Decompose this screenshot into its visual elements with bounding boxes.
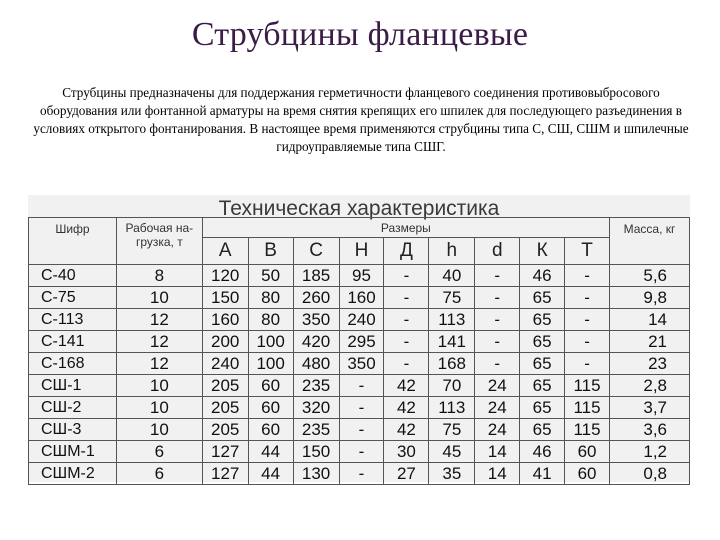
table-cell: 2,8 <box>609 375 689 397</box>
table-cell: 95 <box>339 265 384 287</box>
header-dim-2: С <box>293 238 339 265</box>
table-cell: - <box>565 353 610 375</box>
table-row <box>29 441 690 463</box>
table-cell: 42 <box>384 375 429 397</box>
table-cell: 115 <box>565 419 610 441</box>
table-cell: 235 <box>293 419 339 441</box>
table-cell: 50 <box>248 265 293 287</box>
table-cell: 27 <box>384 463 429 485</box>
table-cell: С-40 <box>29 265 117 287</box>
spec-table-body <box>29 265 690 485</box>
table-cell: 35 <box>429 463 475 485</box>
table-cell: - <box>339 375 384 397</box>
table-cell: - <box>384 287 429 309</box>
header-dim-1: В <box>248 238 293 265</box>
table-cell: 10 <box>116 375 202 397</box>
table-cell: - <box>384 265 429 287</box>
table-cell: 40 <box>429 265 475 287</box>
table-cell: 44 <box>248 441 293 463</box>
table-cell: 60 <box>248 375 293 397</box>
table-cell: 480 <box>293 353 339 375</box>
header-sizes: Размеры <box>202 218 609 238</box>
table-cell: 42 <box>384 397 429 419</box>
spec-table-panel <box>28 195 690 482</box>
table-row <box>29 309 690 331</box>
table-cell: 185 <box>293 265 339 287</box>
table-cell: 240 <box>202 353 248 375</box>
table-cell: 65 <box>520 287 565 309</box>
table-cell: 24 <box>475 397 520 419</box>
table-cell: 295 <box>339 331 384 353</box>
table-cell: 65 <box>520 397 565 419</box>
table-cell: 10 <box>116 419 202 441</box>
table-cell: 320 <box>293 397 339 419</box>
table-cell: 235 <box>293 375 339 397</box>
table-cell: 60 <box>565 441 610 463</box>
spec-table <box>28 217 690 485</box>
header-code: Шифр <box>29 218 117 265</box>
table-cell: 65 <box>520 353 565 375</box>
table-cell: 75 <box>429 419 475 441</box>
table-cell: 205 <box>202 397 248 419</box>
table-title: Техническая характеристика <box>218 197 500 220</box>
table-cell: 60 <box>248 419 293 441</box>
table-cell: СШМ-2 <box>29 463 117 485</box>
table-cell: СШ-1 <box>29 375 117 397</box>
table-cell: 5,6 <box>609 265 689 287</box>
table-row <box>29 375 690 397</box>
table-cell: 200 <box>202 331 248 353</box>
table-row <box>29 287 690 309</box>
header-mass: Масса, кг <box>609 218 689 265</box>
table-cell: 70 <box>429 375 475 397</box>
table-cell: С-141 <box>29 331 117 353</box>
header-dim-7: К <box>520 238 565 265</box>
table-cell: - <box>565 265 610 287</box>
table-cell: - <box>339 419 384 441</box>
table-cell: 160 <box>202 309 248 331</box>
table-cell: 12 <box>116 309 202 331</box>
table-cell: 100 <box>248 331 293 353</box>
table-cell: - <box>475 287 520 309</box>
table-cell: - <box>565 309 610 331</box>
table-cell: - <box>384 353 429 375</box>
table-cell: 100 <box>248 353 293 375</box>
table-cell: 6 <box>116 463 202 485</box>
table-cell: 3,7 <box>609 397 689 419</box>
table-cell: 115 <box>565 375 610 397</box>
table-cell: 113 <box>429 309 475 331</box>
table-cell: 127 <box>202 463 248 485</box>
table-cell: 350 <box>293 309 339 331</box>
table-cell: 115 <box>565 397 610 419</box>
table-cell: 160 <box>339 287 384 309</box>
table-cell: 141 <box>429 331 475 353</box>
table-cell: 150 <box>293 441 339 463</box>
table-cell: 10 <box>116 287 202 309</box>
table-cell: - <box>475 331 520 353</box>
table-cell: 0,8 <box>609 463 689 485</box>
table-cell: 130 <box>293 463 339 485</box>
table-cell: С-168 <box>29 353 117 375</box>
table-cell: 45 <box>429 441 475 463</box>
table-cell: С-75 <box>29 287 117 309</box>
header-dim-4: Д <box>384 238 429 265</box>
table-cell: 14 <box>609 309 689 331</box>
table-cell: 12 <box>116 331 202 353</box>
table-cell: - <box>475 353 520 375</box>
table-cell: 65 <box>520 419 565 441</box>
table-cell: 150 <box>202 287 248 309</box>
table-cell: 205 <box>202 419 248 441</box>
table-cell: 65 <box>520 309 565 331</box>
header-dim-8: Т <box>565 238 610 265</box>
table-cell: 80 <box>248 287 293 309</box>
table-cell: 42 <box>384 419 429 441</box>
table-cell: С-113 <box>29 309 117 331</box>
table-cell: 46 <box>520 441 565 463</box>
table-cell: 1,2 <box>609 441 689 463</box>
header-dim-0: А <box>202 238 248 265</box>
header-dim-5: h <box>429 238 475 265</box>
table-cell: - <box>475 309 520 331</box>
table-cell: 240 <box>339 309 384 331</box>
table-cell: СШ-2 <box>29 397 117 419</box>
table-cell: 350 <box>339 353 384 375</box>
description-paragraph: Струбцины предназначены для поддержания герметичности фланцевого соединения противовыбросового оборудования или фонтанной арматуры на время снятия крепящих его шпилек для последующего разъединения в условиях открытого фонтанирования. В настоящее время применяются струбцины типа С, СШ, СШМ и шпилечные гидроуправляемые типа СШГ. <box>33 85 689 154</box>
table-cell: 127 <box>202 441 248 463</box>
table-cell: - <box>339 463 384 485</box>
table-cell: 23 <box>609 353 689 375</box>
table-cell: 3,6 <box>609 419 689 441</box>
table-cell: 260 <box>293 287 339 309</box>
table-cell: СШ-3 <box>29 419 117 441</box>
table-cell: 205 <box>202 375 248 397</box>
table-cell: 65 <box>520 375 565 397</box>
table-row <box>29 353 690 375</box>
table-cell: 120 <box>202 265 248 287</box>
table-cell: 21 <box>609 331 689 353</box>
header-dim-6: d <box>475 238 520 265</box>
table-row <box>29 397 690 419</box>
table-cell: 30 <box>384 441 429 463</box>
header-dim-3: Н <box>339 238 384 265</box>
table-cell: - <box>339 397 384 419</box>
table-cell: 60 <box>565 463 610 485</box>
table-row <box>29 265 690 287</box>
table-cell: - <box>565 331 610 353</box>
table-cell: - <box>565 287 610 309</box>
table-cell: 41 <box>520 463 565 485</box>
table-cell: 44 <box>248 463 293 485</box>
table-cell: 168 <box>429 353 475 375</box>
table-cell: 14 <box>475 441 520 463</box>
table-cell: 6 <box>116 441 202 463</box>
table-cell: 24 <box>475 375 520 397</box>
table-row <box>29 331 690 353</box>
table-cell: 420 <box>293 331 339 353</box>
table-cell: 46 <box>520 265 565 287</box>
table-cell: - <box>384 331 429 353</box>
table-cell: - <box>384 309 429 331</box>
table-cell: 113 <box>429 397 475 419</box>
table-cell: 9,8 <box>609 287 689 309</box>
table-cell: - <box>339 441 384 463</box>
table-cell: 80 <box>248 309 293 331</box>
table-cell: 8 <box>116 265 202 287</box>
table-cell: 60 <box>248 397 293 419</box>
table-cell: 24 <box>475 419 520 441</box>
table-cell: 65 <box>520 331 565 353</box>
table-cell: 10 <box>116 397 202 419</box>
table-cell: СШМ-1 <box>29 441 117 463</box>
table-row <box>29 419 690 441</box>
table-cell: 14 <box>475 463 520 485</box>
table-cell: 12 <box>116 353 202 375</box>
table-cell: 75 <box>429 287 475 309</box>
table-cell: - <box>475 265 520 287</box>
header-load: Рабочая на-грузка, т <box>116 218 202 265</box>
table-row <box>29 463 690 485</box>
page-title: Струбцины фланцевые <box>191 16 529 53</box>
